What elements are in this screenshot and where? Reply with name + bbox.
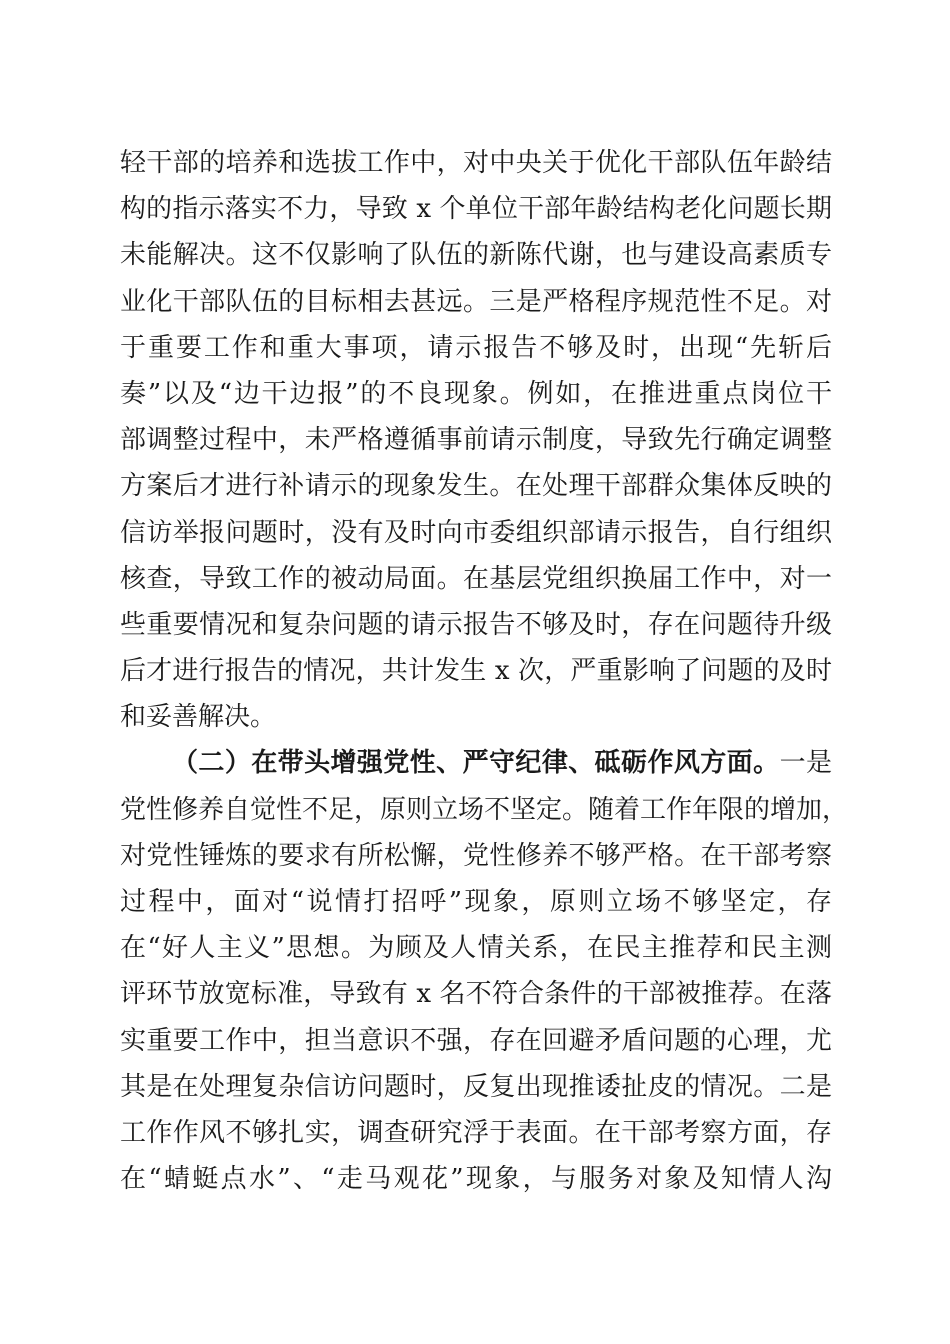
text-line: 些重要情况和复杂问题的请示报告不够及时，存在问题待升级 [120, 609, 832, 640]
text-line: 对党性锤炼的要求有所松懈，党性修养不够严格。在干部考察 [120, 840, 832, 871]
text-line: 工作作风不够扎实，调查研究浮于表面。在干部考察方面，存 [120, 1117, 832, 1148]
text-line: 业化干部队伍的目标相去甚远。三是严格程序规范性不足。对 [120, 286, 832, 317]
text-line: 核查，导致工作的被动局面。在基层党组织换届工作中，对一 [120, 563, 832, 594]
text-line: 未能解决。这不仅影响了队伍的新陈代谢，也与建设高素质专 [120, 240, 832, 271]
text-line: 部调整过程中，未严格遵循事前请示制度，导致先行确定调整 [120, 425, 832, 456]
text-line: 方案后才进行补请示的现象发生。在处理干部群众集体反映的 [120, 471, 832, 502]
text-line: 其是在处理复杂信访问题时，反复出现推诿扯皮的情况。二是 [120, 1071, 832, 1102]
text-line: 和妥善解决。 [120, 702, 277, 733]
text-line: 过程中，面对“说情打招呼”现象，原则立场不够坚定，存 [120, 887, 832, 917]
document-body [120, 140, 849, 1202]
text-line: 在“蜻蜓点水”、“走马观花”现象，与服务对象及知情人沟 [120, 1164, 832, 1195]
section-heading-line [120, 740, 832, 786]
text-line: 党性修养自觉性不足，原则立场不坚定。随着工作年限的增加， [120, 794, 849, 825]
text-line: 评环节放宽标准，导致有 x 名不符合条件的干部被推荐。在落 [120, 979, 832, 1010]
text-line: 轻干部的培养和选拔工作中，对中央关于优化干部队伍年龄结 [120, 148, 832, 178]
text-line: 实重要工作中，担当意识不强，存在回避矛盾问题的心理，尤 [120, 1025, 832, 1056]
text-fragment: 一是 [779, 748, 832, 779]
text-line: 信访举报问题时，没有及时向市委组织部请示报告，自行组织 [120, 517, 832, 548]
text-line: 奏”以及“边干边报”的不良现象。例如，在推进重点岗位干 [120, 378, 832, 409]
text-line: 于重要工作和重大事项，请示报告不够及时，出现“先斩后 [120, 332, 832, 363]
section-heading: （二）在带头增强党性、严守纪律、砥砺作风方面。 [172, 748, 780, 779]
text-line: 在“好人主义”思想。为顾及人情关系，在民主推荐和民主测 [120, 933, 832, 964]
text-line: 构的指示落实不力，导致 x 个单位干部年龄结构老化问题长期 [120, 194, 832, 225]
text-line: 后才进行报告的情况，共计发生 x 次，严重影响了问题的及时 [120, 656, 832, 687]
